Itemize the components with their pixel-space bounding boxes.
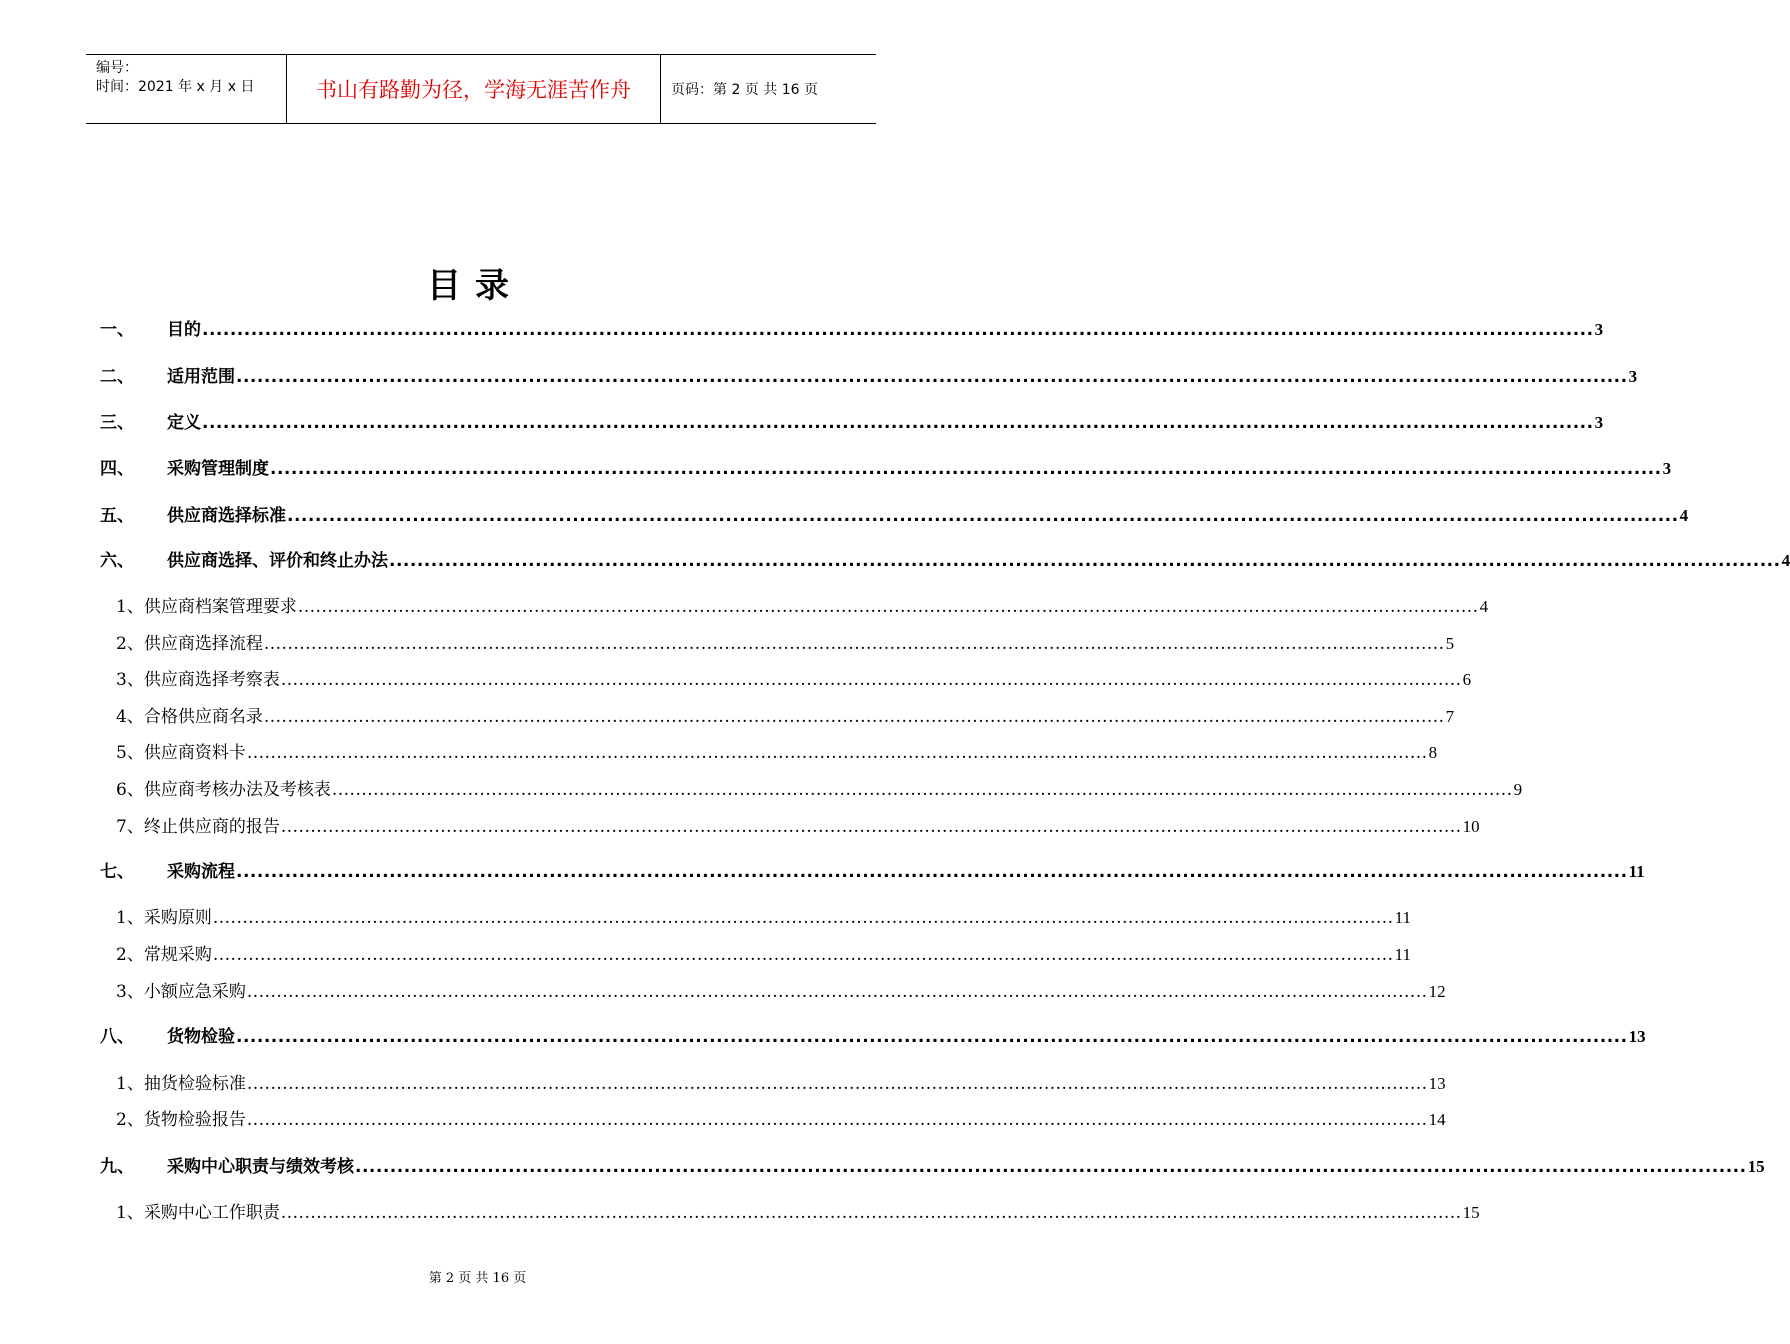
toc-entry-page: 11 [1628, 862, 1645, 881]
toc-entry-page: 4 [1781, 551, 1790, 570]
toc-leader-dots: ........................................................................................................................................................................................................ [246, 1074, 1428, 1094]
toc-entry-page: 4 [1679, 506, 1689, 525]
toc-subentry-title: 1、供应商档案管理要求 [116, 597, 297, 617]
toc-subentry[interactable] [100, 904, 1411, 928]
toc-entry-title: 供应商选择标准 [167, 506, 286, 526]
toc-subentry-page: 6 [1462, 670, 1472, 689]
toc-subentry[interactable] [100, 1106, 1446, 1130]
toc-subentry-title: 6、供应商考核办法及考核表 [116, 780, 331, 800]
toc-entry[interactable] [100, 316, 1604, 340]
toc-subentry[interactable] [100, 1070, 1446, 1094]
toc-subentry-title: 3、供应商选择考察表 [116, 670, 280, 690]
toc-entry-page: 3 [1594, 413, 1604, 432]
toc-subentry-title: 1、采购原则 [116, 908, 212, 928]
toc-entry-title: 采购管理制度 [167, 459, 269, 479]
toc-leader-dots: ........................................................................................................................................................................................................ [212, 945, 1394, 965]
toc-subentry-page: 5 [1445, 634, 1455, 653]
toc-subentry-page: 14 [1428, 1110, 1446, 1129]
toc-leader-dots: ........................................................................................................................................................................................................ [212, 908, 1394, 928]
toc-subentry[interactable] [100, 593, 1489, 617]
toc-entry-number: 二、 [100, 367, 134, 387]
toc-subentry[interactable] [100, 941, 1411, 965]
toc-leader-dots: ........................................................................................................................................................................................................ [246, 743, 1428, 763]
toc-subentry-title: 2、供应商选择流程 [116, 634, 263, 654]
toc-leader-dots: ........................................................................................................................................................................................................ [355, 1157, 1747, 1177]
toc-entry[interactable] [100, 363, 1638, 387]
toc-entry[interactable] [100, 547, 1790, 571]
toc-entry[interactable] [100, 1023, 1646, 1047]
toc-subentry[interactable] [100, 739, 1438, 763]
toc-subentry-page: 7 [1445, 707, 1455, 726]
toc-subentry-page: 4 [1479, 597, 1489, 616]
toc-entry-title: 货物检验 [167, 1027, 235, 1047]
toc-entry[interactable] [100, 502, 1689, 526]
toc-subentry[interactable] [100, 813, 1480, 837]
page-header [86, 54, 876, 124]
toc-subentry-title: 3、小额应急采购 [116, 982, 246, 1002]
toc-entry-number: 七、 [100, 862, 134, 882]
toc-entry-number: 六、 [100, 551, 134, 571]
toc-entry-title: 采购中心职责与绩效考核 [167, 1157, 354, 1177]
toc-subentry-page: 8 [1428, 743, 1438, 762]
toc-subentry-title: 4、合格供应商名录 [116, 707, 263, 727]
toc-entry-number: 五、 [100, 506, 134, 526]
toc-subentry-page: 11 [1394, 908, 1411, 927]
toc-subentry-title: 7、终止供应商的报告 [116, 817, 280, 837]
toc-leader-dots: ........................................................................................................................................................................................................ [236, 862, 1628, 882]
toc-entry-title: 目的 [167, 320, 201, 340]
toc-entry-page: 13 [1628, 1027, 1646, 1046]
page-footer: 第 2 页 共 16 页 [428, 1271, 527, 1286]
toc-leader-dots: ........................................................................................................................................................................................................ [202, 320, 1594, 340]
toc-entry[interactable] [100, 858, 1645, 882]
toc-leader-dots: ........................................................................................................................................................................................................ [280, 670, 1462, 690]
toc-leader-dots: ........................................................................................................................................................................................................ [236, 367, 1628, 387]
toc-subentry[interactable] [100, 776, 1523, 800]
toc-subentry-title: 5、供应商资料卡 [116, 743, 246, 763]
header-motto: 书山有路勤为径，学海无涯苦作舟 [286, 55, 661, 123]
toc-entry-page: 3 [1628, 367, 1638, 386]
toc-leader-dots: ........................................................................................................................................................................................................ [331, 780, 1513, 800]
toc-entry-page: 3 [1662, 459, 1672, 478]
toc-leader-dots: ........................................................................................................................................................................................................ [280, 1203, 1462, 1223]
toc-entry-title: 定义 [167, 413, 201, 433]
toc-subentry-page: 11 [1394, 945, 1411, 964]
page-title: 目录 [427, 266, 523, 306]
toc-leader-dots: ........................................................................................................................................................................................................ [202, 413, 1594, 433]
toc-leader-dots: ........................................................................................................................................................................................................ [246, 1110, 1428, 1130]
toc-subentry-page: 15 [1462, 1203, 1480, 1222]
toc-subentry-page: 12 [1428, 982, 1446, 1001]
toc-subentry-title: 1、抽货检验标准 [116, 1074, 246, 1094]
header-meta [86, 55, 286, 123]
toc-leader-dots: ........................................................................................................................................................................................................ [263, 634, 1445, 654]
toc-subentry-page: 13 [1428, 1074, 1446, 1093]
toc-subentry-page: 10 [1462, 817, 1480, 836]
toc-entry-title: 采购流程 [167, 862, 235, 882]
date-label: 时间：2021 年 x 月 x 日 [96, 79, 255, 95]
toc-leader-dots: ........................................................................................................................................................................................................ [246, 982, 1428, 1002]
number-label: 编号： [96, 60, 138, 76]
toc-entry-number: 三、 [100, 413, 134, 433]
toc-subentry-title: 2、常规采购 [116, 945, 212, 965]
header-page-info: 页码：第 2 页 共 16 页 [671, 82, 818, 98]
toc-leader-dots: ........................................................................................................................................................................................................ [287, 506, 1679, 526]
toc-subentry[interactable] [100, 1199, 1480, 1223]
toc-entry-title: 适用范围 [167, 367, 235, 387]
toc-subentry-title: 2、货物检验报告 [116, 1110, 246, 1130]
toc-entry-page: 3 [1594, 320, 1604, 339]
toc-leader-dots: ........................................................................................................................................................................................................ [236, 1027, 1628, 1047]
toc-entry[interactable] [100, 409, 1604, 433]
toc-entry[interactable] [100, 1153, 1765, 1177]
toc-subentry[interactable] [100, 978, 1446, 1002]
toc-subentry[interactable] [100, 703, 1455, 727]
toc-leader-dots: ........................................................................................................................................................................................................ [297, 597, 1479, 617]
toc-subentry[interactable] [100, 630, 1455, 654]
toc-subentry[interactable] [100, 666, 1472, 690]
toc-entry-number: 一、 [100, 320, 134, 340]
toc-subentry-title: 1、采购中心工作职责 [116, 1203, 280, 1223]
toc-entry-number: 四、 [100, 459, 134, 479]
toc-entry[interactable] [100, 455, 1672, 479]
toc-entry-number: 八、 [100, 1027, 134, 1047]
toc-entry-page: 15 [1747, 1157, 1765, 1176]
toc-leader-dots: ........................................................................................................................................................................................................ [270, 459, 1662, 479]
toc-leader-dots: ........................................................................................................................................................................................................ [263, 707, 1445, 727]
toc-entry-title: 供应商选择、评价和终止办法 [167, 551, 388, 571]
toc-leader-dots: ........................................................................................................................................................................................................ [280, 817, 1462, 837]
toc-entry-number: 九、 [100, 1157, 134, 1177]
toc-subentry-page: 9 [1513, 780, 1523, 799]
toc-leader-dots: ........................................................................................................................................................................................................ [389, 551, 1781, 571]
